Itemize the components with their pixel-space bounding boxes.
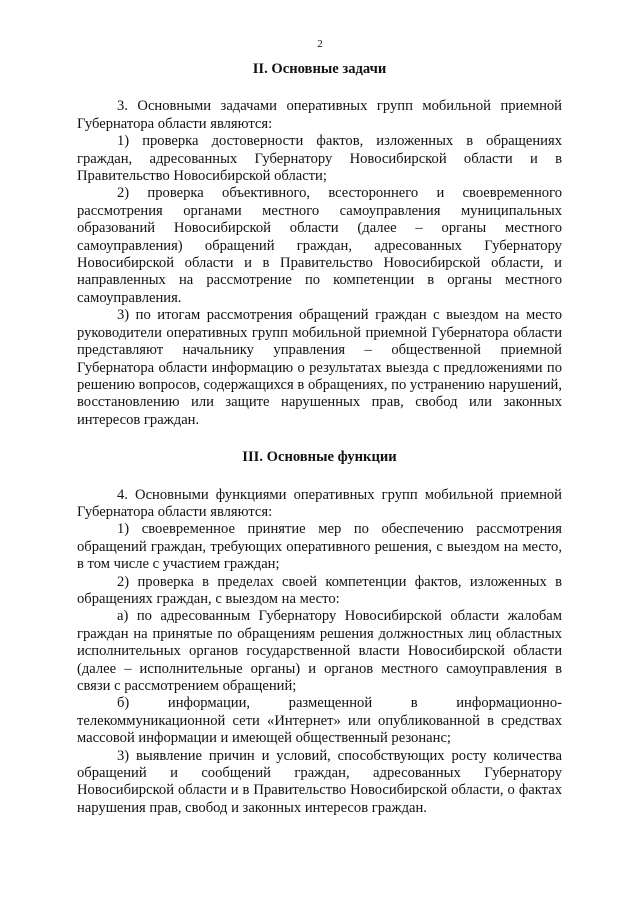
- paragraph: 4. Основными функциями оперативных групп мобильной приемной Губернатора области являются:: [77, 486, 562, 520]
- section-main-tasks: [77, 61, 562, 429]
- paragraph: 1) проверка достоверности фактов, изложенных в обращениях граждан, адресованных Губернатору Новосибирской области и в Правительство Новосибирской области;: [77, 133, 562, 185]
- paragraph: 2) проверка объективного, всестороннего и своевременного рассмотрения органами местного самоуправления муниципальных образований Новосибирской области (далее – органы местного самоуправления) обращений граждан, адресованных Губернатору Новосибирской области и в Правительство Новосибирской области, и направленных на рассмотрение по компетенции в органы местного самоуправления.: [77, 185, 562, 306]
- paragraph: 1) своевременное принятие мер по обеспечению рассмотрения обращений граждан, требующих оперативного решения, с выездом на место, в том числе с участием граждан;: [77, 521, 562, 573]
- document-body: [77, 58, 562, 817]
- section-heading: II. Основные задачи: [252, 61, 387, 77]
- paragraph: 3. Основными задачами оперативных групп мобильной приемной Губернатора области являются:: [77, 98, 562, 132]
- section-main-functions: [77, 449, 562, 817]
- paragraph: б) информации, размещенной в информационно-телекоммуникационной сети «Интернет» или опубликованной в средствах массовой информации и имеющей общественный резонанс;: [77, 695, 562, 747]
- paragraph: 2) проверка в пределах своей компетенции фактов, изложенных в обращениях граждан, с выездом на место:: [77, 573, 562, 607]
- paragraph: 3) выявление причин и условий, способствующих росту количества обращений и сообщений граждан, адресованных Губернатору Новосибирской области и в Правительство Новосибирской области, о фактах нарушения прав, свобод и законных интересов граждан.: [77, 747, 562, 816]
- page-number: 2: [317, 38, 323, 50]
- paragraph: 3) по итогам рассмотрения обращений граждан с выездом на место руководители оперативных групп мобильной приемной Губернатора области представляют начальнику управления – общественной приемной Губернатора области информацию о результатах выезда с предложениями по решению вопросов, содержащихся в обращениях, по устранению нарушений, восстановлению или защите нарушенных прав, свобод или законных интересов граждан.: [77, 307, 562, 428]
- paragraph: а) по адресованным Губернатору Новосибирской области жалобам граждан на принятые по обращениям решения должностных лиц областных исполнительных органов государственной власти Новосибирской области (далее – исполнительные органы) и органов местного самоуправления в связи с рассмотрением обращений;: [77, 608, 562, 694]
- section-heading: III. Основные функции: [242, 449, 397, 466]
